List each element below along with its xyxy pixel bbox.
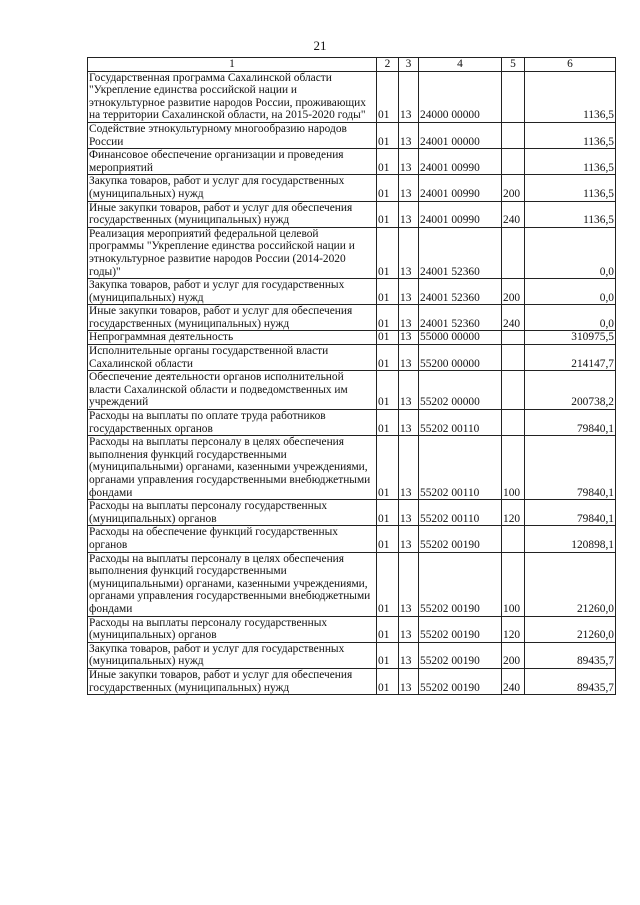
expense-type-code-cell: 100 [502, 552, 525, 616]
budget-table-body [88, 58, 616, 695]
amount-cell: 0,0 [525, 279, 616, 305]
section-code-cell: 01 [377, 122, 399, 148]
target-article-code-cell: 55202 00000 [419, 371, 502, 410]
expense-type-code-cell [502, 331, 525, 345]
item-name-cell: Финансовое обеспечение организации и проведения мероприятий [88, 149, 377, 175]
expense-type-code-cell [502, 227, 525, 278]
subsection-code-cell: 13 [399, 642, 419, 668]
amount-cell: 1136,5 [525, 71, 616, 122]
target-article-code-cell: 55202 00190 [419, 642, 502, 668]
table-row [88, 642, 616, 668]
target-article-code-cell: 55202 00190 [419, 552, 502, 616]
expense-type-code-cell [502, 345, 525, 371]
expense-type-code-cell: 100 [502, 436, 525, 500]
expense-type-code-cell: 200 [502, 642, 525, 668]
item-name-cell: Иные закупки товаров, работ и услуг для обеспечения государственных (муниципальных) нужд [88, 668, 377, 694]
section-code-cell: 01 [377, 331, 399, 345]
target-article-code-cell: 24001 52360 [419, 227, 502, 278]
subsection-code-cell: 13 [399, 345, 419, 371]
subsection-code-cell: 13 [399, 668, 419, 694]
expense-type-code-cell [502, 371, 525, 410]
item-name-cell: Расходы на выплаты персоналу в целях обеспечения выполнения функций государственными (муниципальными) органами, казенными учреждениями, органами управления государственными внебюджетными фондами [88, 436, 377, 500]
page-number: 21 [313, 38, 327, 53]
amount-cell: 79840,1 [525, 436, 616, 500]
table-row [88, 668, 616, 694]
section-code-cell: 01 [377, 149, 399, 175]
budget-table [87, 57, 616, 695]
subsection-code-cell: 13 [399, 279, 419, 305]
expense-type-code-cell [502, 149, 525, 175]
expense-type-code-cell: 200 [502, 175, 525, 201]
item-name-cell: Расходы на обеспечение функций государственных органов [88, 526, 377, 552]
amount-cell: 89435,7 [525, 668, 616, 694]
subsection-code-cell: 13 [399, 175, 419, 201]
subsection-code-cell: 13 [399, 122, 419, 148]
item-name-cell: Закупка товаров, работ и услуг для государственных (муниципальных) нужд [88, 642, 377, 668]
table-row [88, 227, 616, 278]
section-code-cell: 01 [377, 371, 399, 410]
subsection-code-cell: 13 [399, 71, 419, 122]
column-header: 3 [399, 58, 419, 72]
item-name-cell: Иные закупки товаров, работ и услуг для обеспечения государственных (муниципальных) нужд [88, 201, 377, 227]
section-code-cell: 01 [377, 642, 399, 668]
table-row [88, 149, 616, 175]
section-code-cell: 01 [377, 552, 399, 616]
target-article-code-cell: 55202 00110 [419, 436, 502, 500]
subsection-code-cell: 13 [399, 331, 419, 345]
column-header: 2 [377, 58, 399, 72]
target-article-code-cell: 55202 00190 [419, 526, 502, 552]
expense-type-code-cell [502, 122, 525, 148]
table-row [88, 436, 616, 500]
target-article-code-cell: 55202 00110 [419, 500, 502, 526]
item-name-cell: Государственная программа Сахалинской области "Укрепление единства российской нации и этнокультурное развитие народов России, проживающих на территории Сахалинской области, на 2015-2020 годы" [88, 71, 377, 122]
section-code-cell: 01 [377, 616, 399, 642]
expense-type-code-cell [502, 526, 525, 552]
section-code-cell: 01 [377, 668, 399, 694]
table-row [88, 71, 616, 122]
target-article-code-cell: 55202 00110 [419, 410, 502, 436]
target-article-code-cell: 24001 52360 [419, 279, 502, 305]
table-row [88, 122, 616, 148]
subsection-code-cell: 13 [399, 410, 419, 436]
subsection-code-cell: 13 [399, 616, 419, 642]
target-article-code-cell: 55202 00190 [419, 616, 502, 642]
target-article-code-cell: 55000 00000 [419, 331, 502, 345]
section-code-cell: 01 [377, 305, 399, 331]
table-row [88, 331, 616, 345]
target-article-code-cell: 24000 00000 [419, 71, 502, 122]
table-row [88, 279, 616, 305]
target-article-code-cell: 24001 00990 [419, 149, 502, 175]
target-article-code-cell: 55200 00000 [419, 345, 502, 371]
expense-type-code-cell: 240 [502, 668, 525, 694]
section-code-cell: 01 [377, 500, 399, 526]
column-header: 6 [525, 58, 616, 72]
section-code-cell: 01 [377, 175, 399, 201]
item-name-cell: Расходы на выплаты персоналу в целях обеспечения выполнения функций государственными (муниципальными) органами, казенными учреждениями, органами управления государственными внебюджетными фондами [88, 552, 377, 616]
table-row [88, 410, 616, 436]
item-name-cell: Иные закупки товаров, работ и услуг для обеспечения государственных (муниципальных) нужд [88, 305, 377, 331]
table-row [88, 345, 616, 371]
table-row [88, 500, 616, 526]
item-name-cell: Содействие этнокультурному многообразию народов России [88, 122, 377, 148]
target-article-code-cell: 24001 52360 [419, 305, 502, 331]
amount-cell: 1136,5 [525, 122, 616, 148]
amount-cell: 214147,7 [525, 345, 616, 371]
subsection-code-cell: 13 [399, 201, 419, 227]
item-name-cell: Исполнительные органы государственной власти Сахалинской области [88, 345, 377, 371]
column-header: 5 [502, 58, 525, 72]
amount-cell: 1136,5 [525, 201, 616, 227]
target-article-code-cell: 55202 00190 [419, 668, 502, 694]
subsection-code-cell: 13 [399, 526, 419, 552]
section-code-cell: 01 [377, 201, 399, 227]
table-row [88, 175, 616, 201]
expense-type-code-cell: 120 [502, 500, 525, 526]
target-article-code-cell: 24001 00990 [419, 175, 502, 201]
table-row [88, 552, 616, 616]
table-row [88, 371, 616, 410]
subsection-code-cell: 13 [399, 227, 419, 278]
target-article-code-cell: 24001 00990 [419, 201, 502, 227]
subsection-code-cell: 13 [399, 500, 419, 526]
amount-cell: 200738,2 [525, 371, 616, 410]
section-code-cell: 01 [377, 410, 399, 436]
subsection-code-cell: 13 [399, 305, 419, 331]
section-code-cell: 01 [377, 526, 399, 552]
amount-cell: 1136,5 [525, 149, 616, 175]
table-row [88, 305, 616, 331]
header-row [88, 58, 616, 72]
item-name-cell: Расходы на выплаты по оплате труда работников государственных органов [88, 410, 377, 436]
table-row [88, 616, 616, 642]
section-code-cell: 01 [377, 345, 399, 371]
expense-type-code-cell: 120 [502, 616, 525, 642]
item-name-cell: Реализация мероприятий федеральной целевой программы "Укрепление единства российской нации и этнокультурное развитие народов России (2014-2020 годы)" [88, 227, 377, 278]
expense-type-code-cell: 240 [502, 201, 525, 227]
column-header: 1 [88, 58, 377, 72]
target-article-code-cell: 24001 00000 [419, 122, 502, 148]
subsection-code-cell: 13 [399, 552, 419, 616]
table-row [88, 526, 616, 552]
amount-cell: 0,0 [525, 227, 616, 278]
amount-cell: 89435,7 [525, 642, 616, 668]
amount-cell: 21260,0 [525, 616, 616, 642]
amount-cell: 21260,0 [525, 552, 616, 616]
section-code-cell: 01 [377, 227, 399, 278]
subsection-code-cell: 13 [399, 149, 419, 175]
item-name-cell: Закупка товаров, работ и услуг для государственных (муниципальных) нужд [88, 175, 377, 201]
amount-cell: 120898,1 [525, 526, 616, 552]
expense-type-code-cell: 240 [502, 305, 525, 331]
expense-type-code-cell: 200 [502, 279, 525, 305]
amount-cell: 0,0 [525, 305, 616, 331]
subsection-code-cell: 13 [399, 436, 419, 500]
item-name-cell: Непрограммная деятельность [88, 331, 377, 345]
amount-cell: 79840,1 [525, 500, 616, 526]
amount-cell: 1136,5 [525, 175, 616, 201]
amount-cell: 79840,1 [525, 410, 616, 436]
section-code-cell: 01 [377, 436, 399, 500]
column-header: 4 [419, 58, 502, 72]
item-name-cell: Обеспечение деятельности органов исполнительной власти Сахалинской области и подведомственных им учреждений [88, 371, 377, 410]
item-name-cell: Расходы на выплаты персоналу государственных (муниципальных) органов [88, 616, 377, 642]
section-code-cell: 01 [377, 279, 399, 305]
item-name-cell: Закупка товаров, работ и услуг для государственных (муниципальных) нужд [88, 279, 377, 305]
expense-type-code-cell [502, 71, 525, 122]
item-name-cell: Расходы на выплаты персоналу государственных (муниципальных) органов [88, 500, 377, 526]
table-row [88, 201, 616, 227]
amount-cell: 310975,5 [525, 331, 616, 345]
expense-type-code-cell [502, 410, 525, 436]
section-code-cell: 01 [377, 71, 399, 122]
subsection-code-cell: 13 [399, 371, 419, 410]
